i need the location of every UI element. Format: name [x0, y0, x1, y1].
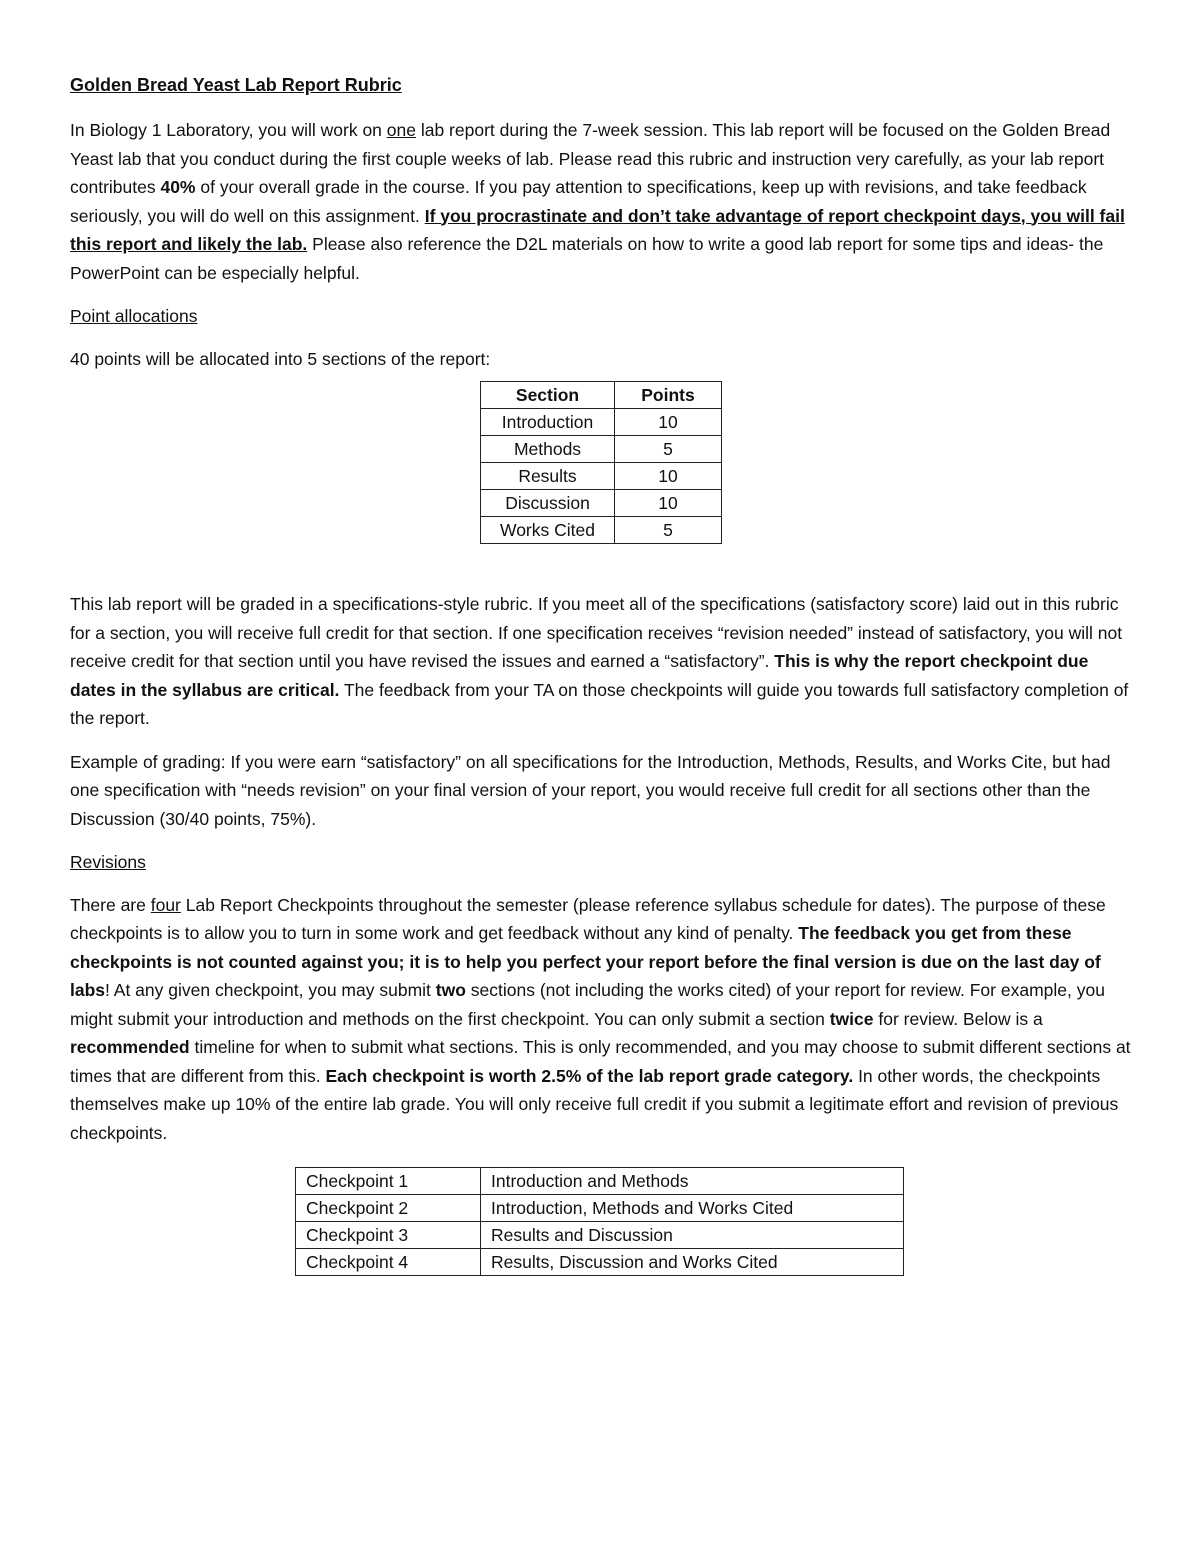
intro-warning: If you procrastinate and don’t take advantage of report checkpoint days, you will fail this report and likely the lab. [70, 205, 1125, 254]
intro-text-7: Please also reference the D2L materials on how to write a good lab report for some tips and ideas- the PowerPoint can be especially helpful. [70, 234, 1104, 283]
section-cell: Introduction [481, 409, 615, 436]
checkpoint-sections-cell: Results and Discussion [481, 1222, 904, 1249]
revisions-text-5: ! At any given checkpoint, you may submit [105, 980, 436, 1000]
revisions-text-9: for review. Below is a [873, 1008, 1043, 1029]
checkpoints-table [295, 1167, 904, 1276]
intro-emphasis-one: one [386, 120, 416, 140]
intro-text-3: lab report during the 7-week session. This lab report will be focused on the Golden Bread Yeast lab that you conduct during the first couple weeks of lab. Please read this rubric and instruction very carefully, as your lab report contributes [70, 120, 1111, 197]
points-cell: 10 [615, 463, 722, 490]
table-row [481, 490, 722, 517]
revisions-text-3: Lab Report Checkpoints throughout the semester (please reference syllabus schedule for dates). The purpose of these checkpoints is to allow you to turn in some work and get feedback without any kind of penalty. [70, 894, 1106, 943]
revisions-text-7: sections (not including the works cited) of your report for review. For example, you might submit your introduction and methods on the first checkpoint. You can only submit a section [70, 980, 1105, 1029]
grading-critical-note: This is why the report checkpoint due dates in the syllabus are critical. [70, 651, 1089, 700]
section-cell: Methods [481, 436, 615, 463]
revisions-text-11: timeline for when to submit what sections. This is only recommended, and you may choose to submit different sections at times that are different from this. [70, 1037, 1131, 1086]
points-cell: 10 [615, 409, 722, 436]
points-table-header [481, 382, 722, 409]
points-cell: 10 [615, 490, 722, 517]
intro-text-5: of your overall grade in the course. If you pay attention to specifications, keep up with revisions, and take feedback seriously, you will do well on this assignment. [70, 177, 1087, 226]
grading-text-1: This lab report will be graded in a specifications-style rubric. If you meet all of the specifications (satisfactory score) laid out in this rubric for a section, you will receive full credit for that section. If one specification receives “revision needed” instead of satisfactory, you will not receive credit for that section until you have revised the issues and earned a “satisfactory”. [70, 594, 1123, 671]
points-cell: 5 [615, 517, 722, 544]
revisions-text-1: There are [70, 894, 151, 915]
checkpoint-name-cell: Checkpoint 3 [296, 1222, 481, 1249]
checkpoint-sections-cell: Introduction, Methods and Works Cited [481, 1195, 904, 1222]
table-row [296, 1168, 904, 1195]
points-cell: 5 [615, 436, 722, 463]
revisions-emphasis-twice: twice [829, 1008, 874, 1029]
points-table [480, 381, 722, 544]
revisions-emphasis-recommended: recommended [70, 1037, 190, 1057]
header-points: Points [615, 382, 722, 409]
checkpoint-sections-cell: Introduction and Methods [481, 1168, 904, 1195]
table-row [481, 409, 722, 436]
intro-percent: 40% [160, 177, 196, 197]
document-content [70, 74, 1132, 1276]
revisions-emphasis-four: four [150, 894, 181, 915]
point-allocations-heading: Point allocations [70, 306, 198, 326]
table-row [481, 517, 722, 544]
checkpoint-name-cell: Checkpoint 2 [296, 1195, 481, 1222]
header-section: Section [481, 382, 615, 409]
grading-paragraph [70, 590, 1132, 733]
revisions-paragraph [70, 891, 1132, 1148]
section-cell: Results [481, 463, 615, 490]
point-allocations-text: 40 points will be allocated into 5 sections of the report: [70, 348, 491, 369]
intro-text-1: In Biology 1 Laboratory, you will work on [70, 120, 387, 140]
revisions-checkpoint-worth: Each checkpoint is worth 2.5% of the lab report grade category. [325, 1065, 854, 1086]
grading-text-3: The feedback from your TA on those checkpoints will guide you towards full satisfactory completion of the report. [70, 679, 1129, 728]
revisions-feedback-note: The feedback you get from these checkpoints is not counted against you; it is to help you perfect your report before the final version is due on the last day of labs [70, 923, 1101, 1000]
intro-paragraph [70, 116, 1132, 287]
revisions-heading: Revisions [70, 852, 146, 872]
table-row [296, 1249, 904, 1276]
table-row [481, 436, 722, 463]
table-row [296, 1222, 904, 1249]
checkpoint-name-cell: Checkpoint 4 [296, 1249, 481, 1276]
section-cell: Discussion [481, 490, 615, 517]
example-paragraph: Example of grading: If you were earn “satisfactory” on all specifications for the Introduction, Methods, Results, and Works Cite, but had one specification with “needs revision” on your final version of your report, you would receive full credit for all sections other than the Discussion (30/40 points, 75%). [70, 751, 1111, 829]
table-row [481, 463, 722, 490]
section-cell: Works Cited [481, 517, 615, 544]
revisions-emphasis-two: two [435, 980, 466, 1000]
document-title: Golden Bread Yeast Lab Report Rubric [70, 75, 402, 95]
checkpoint-name-cell: Checkpoint 1 [296, 1168, 481, 1195]
checkpoint-sections-cell: Results, Discussion and Works Cited [481, 1249, 904, 1276]
table-row [296, 1195, 904, 1222]
revisions-text-13: In other words, the checkpoints themselves make up 10% of the entire lab grade. You will only receive full credit if you submit a legitimate effort and revision of previous checkpoints. [70, 1065, 1119, 1143]
